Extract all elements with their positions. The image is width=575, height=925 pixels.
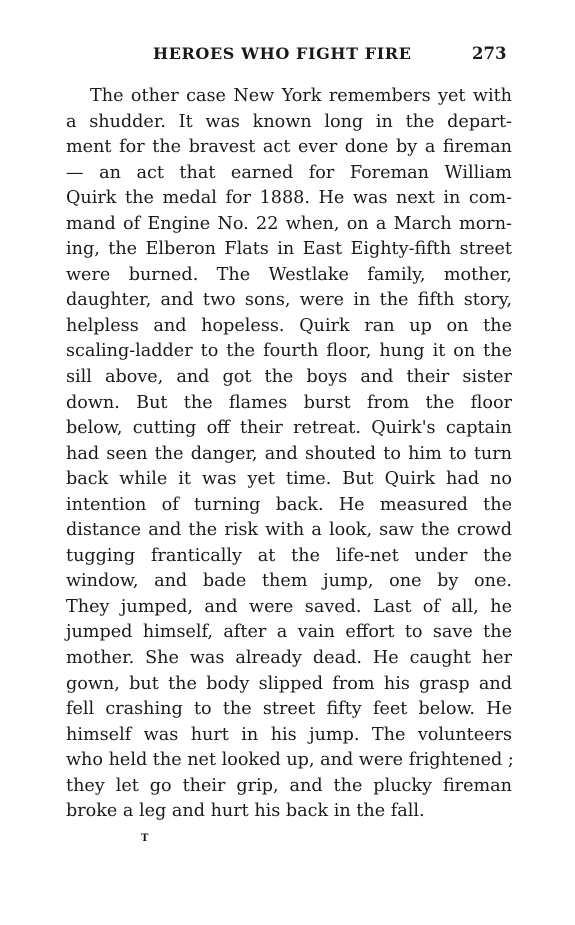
text-line: window, and bade them jump, one by one. <box>66 571 512 592</box>
text-line: They jumped, and were saved. Last of all, he <box>66 596 512 617</box>
text-line: a shudder. It was known long in the depart- <box>66 111 512 132</box>
text-line: they let go their grip, and the plucky fireman <box>66 775 512 796</box>
text-line: back while it was yet time. But Quirk had no <box>66 469 512 490</box>
text-line: below, cutting off their retreat. Quirk's captain <box>66 418 512 439</box>
text-line: — an act that earned for Foreman William <box>66 162 512 183</box>
text-line: jumped himself, after a vain effort to save the <box>66 622 512 643</box>
text-line: ment for the bravest act ever done by a fireman <box>66 137 512 158</box>
text-line: sill above, and got the boys and their sister <box>66 367 512 388</box>
text-line: mand of Engine No. 22 when, on a March morn- <box>66 213 512 234</box>
body-paragraph <box>66 84 512 825</box>
text-line: broke a leg and hurt his back in the fall. <box>66 801 425 822</box>
text-line: himself was hurt in his jump. The volunteers <box>66 724 512 745</box>
running-head: HEROES WHO FIGHT FIRE <box>153 44 412 63</box>
text-line: The other case New York remembers yet with <box>90 86 512 106</box>
page-number: 273 <box>472 44 507 63</box>
text-line: helpless and hopeless. Quirk ran up on the <box>66 315 512 336</box>
text-line: gown, but the body slipped from his grasp and <box>66 673 512 694</box>
text-line: who held the net looked up, and were frightened ; <box>66 750 514 771</box>
text-line: tugging frantically at the life-net under the <box>66 545 512 566</box>
text-line: ing, the Elberon Flats in East Eighty-fifth street <box>66 239 512 260</box>
text-line: scaling-ladder to the fourth floor, hung it on the <box>66 341 512 362</box>
text-line: were burned. The Westlake family, mother, <box>66 264 512 285</box>
text-line: daughter, and two sons, were in the fifth story, <box>66 290 512 311</box>
text-line: intention of turning back. He measured the <box>66 494 512 515</box>
text-line: had seen the danger, and shouted to him to turn <box>66 443 512 464</box>
text-line: mother. She was already dead. He caught her <box>66 648 512 669</box>
text-line: distance and the risk with a look, saw the crowd <box>66 520 512 541</box>
signature-mark: T <box>141 833 149 844</box>
page-header <box>0 43 575 65</box>
text-line: Quirk the medal for 1888. He was next in com- <box>66 188 512 209</box>
text-line: fell crashing to the street fifty feet below. He <box>66 699 512 720</box>
text-line: down. But the flames burst from the floor <box>66 392 512 413</box>
